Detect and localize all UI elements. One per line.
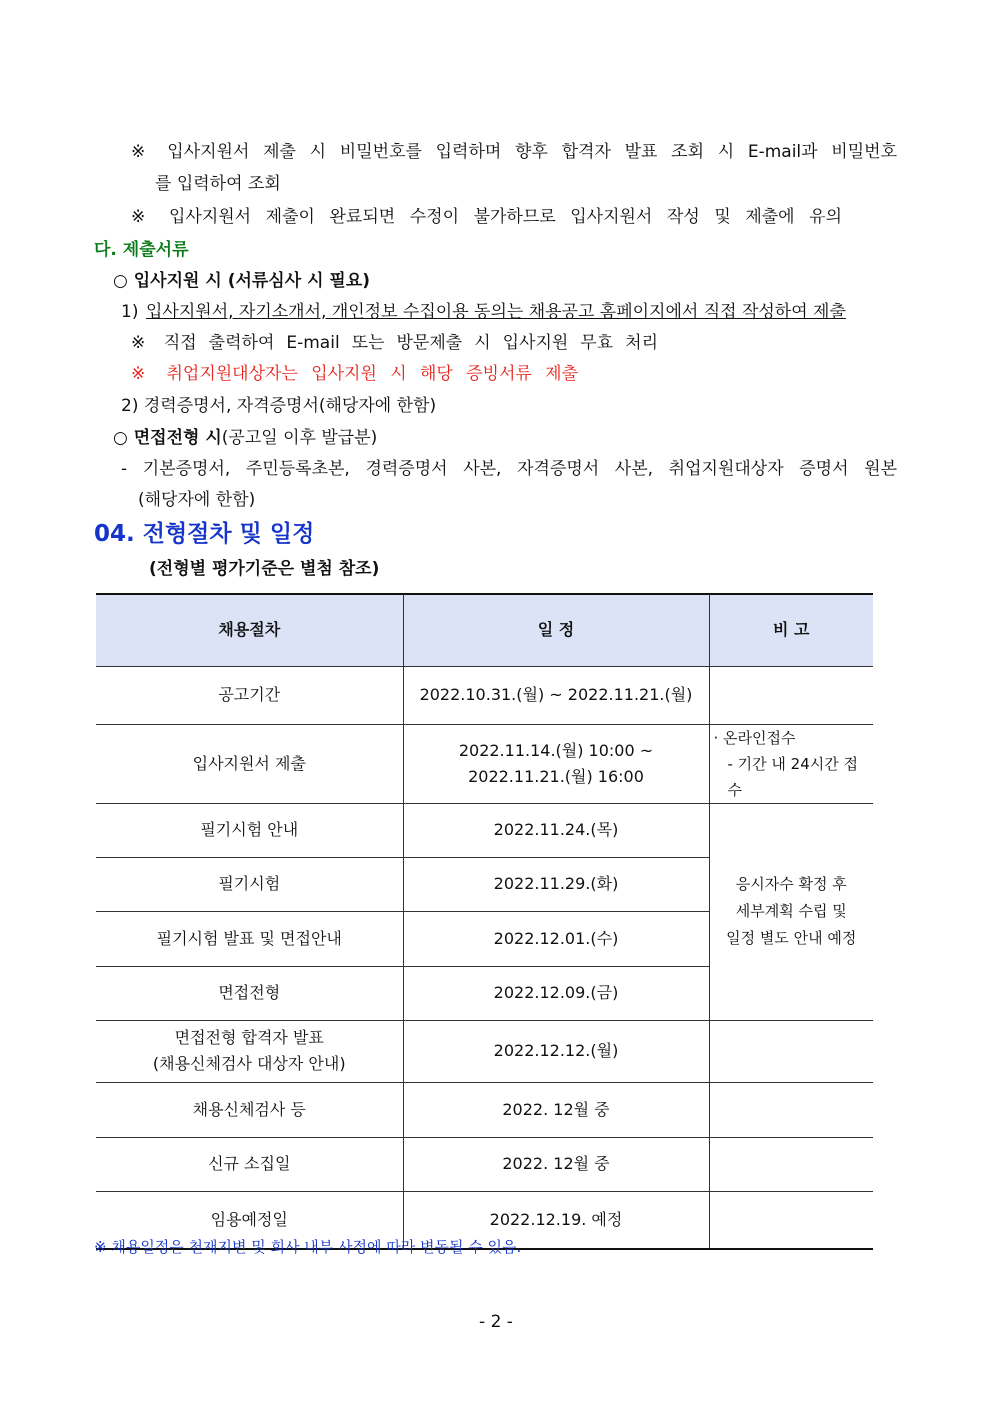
note-cell — [709, 1020, 873, 1082]
page-number: - 2 - — [479, 1312, 513, 1332]
note-cell-online — [709, 724, 873, 803]
step-cell: 필기시험 발표 및 면접안내 — [96, 911, 403, 966]
table-row — [96, 666, 873, 724]
schedule-table — [96, 593, 873, 1250]
note-cell-group — [709, 803, 873, 1020]
header-date: 일 정 — [403, 594, 709, 666]
note-password: ※ 입사지원서 제출 시 비밀번호를 입력하며 향후 합격자 발표 조회 시 E-mail과 비밀번호 — [131, 142, 897, 162]
step-cell: 신규 소집일 — [96, 1137, 403, 1191]
step-cell: 임용예정일 — [96, 1191, 403, 1249]
date-line: 2022.11.21.(월) 16:00 — [468, 766, 644, 786]
note-line: 일정 별도 안내 예정 — [726, 929, 857, 947]
step-cell: 필기시험 안내 — [96, 803, 403, 857]
note-line: 응시자수 확정 후 — [735, 875, 847, 893]
step-line: (채용신체검사 대상자 안내) — [152, 1054, 346, 1073]
table-row — [96, 724, 873, 803]
note-cell — [709, 1191, 873, 1249]
step-cell: 입사지원서 제출 — [96, 724, 403, 803]
table-row — [96, 1082, 873, 1137]
date-cell: 2022.10.31.(월) ~ 2022.11.21.(월) — [403, 666, 709, 724]
item1-red-note: ※ 취업지원대상자는 입사지원 시 해당 증빙서류 제출 — [131, 364, 578, 384]
note-password-cont: 를 입력하여 조회 — [155, 174, 281, 194]
date-cell: 2022. 12월 중 — [403, 1137, 709, 1191]
interview-heading — [113, 426, 377, 450]
interview-item-cont: (해당자에 한함) — [138, 490, 256, 510]
note-cell — [709, 1082, 873, 1137]
step-cell: 공고기간 — [96, 666, 403, 724]
note-cell — [709, 1137, 873, 1191]
section-04-subtitle: (전형별 평가기준은 별첨 참조) — [149, 559, 380, 579]
item1-text: 입사지원서, 자기소개서, 개인정보 수집이용 동의는 채용공고 홈페이지에서 직접 작성하여 제출 — [146, 302, 846, 322]
apply-heading: ○ 입사지원 시 (서류심사 시 필요) — [113, 271, 371, 291]
item1-number: 1) — [121, 302, 139, 322]
date-cell: 2022.12.09.(금) — [403, 966, 709, 1020]
header-step: 채용절차 — [96, 594, 403, 666]
note-line: - 기간 내 24시간 접수 — [727, 754, 859, 799]
item1-note: ※ 직접 출력하여 E-mail 또는 방문제출 시 입사지원 무효 처리 — [131, 333, 658, 353]
table-row — [96, 803, 873, 857]
note-no-edit: ※ 입사지원서 제출이 완료되면 수정이 불가하므로 입사지원서 작성 및 제출에 유의 — [131, 207, 842, 227]
date-line: 2022.11.14.(월) 10:00 ~ — [458, 740, 654, 760]
section-04-title: 04. 전형절차 및 일정 — [94, 521, 315, 547]
interview-heading-rest: (공고일 이후 발급분) — [221, 428, 378, 448]
header-note: 비 고 — [709, 594, 873, 666]
date-cell: 2022.12.19. 예정 — [403, 1191, 709, 1249]
step-cell: 채용신체검사 등 — [96, 1082, 403, 1137]
note-line: 세부계획 수립 및 — [735, 902, 847, 920]
date-cell: 2022.11.29.(화) — [403, 857, 709, 911]
date-cell: 2022.12.12.(월) — [403, 1020, 709, 1082]
note-cell — [709, 666, 873, 724]
step-cell — [96, 1020, 403, 1082]
table-row — [96, 1137, 873, 1191]
item2: 2) 경력증명서, 자격증명서(해당자에 한함) — [121, 396, 437, 416]
date-cell — [403, 724, 709, 803]
schedule-footnote: ※ 채용일정은 천재지변 및 회사 내부 사정에 따라 변동될 수 있음. — [94, 1238, 522, 1256]
step-cell: 필기시험 — [96, 857, 403, 911]
section-documents-heading: 다. 제출서류 — [94, 240, 189, 260]
interview-item: - 기본증명서, 주민등록초본, 경력증명서 사본, 자격증명서 사본, 취업지원대상자 증명서 원본 — [121, 459, 897, 479]
step-cell: 면접전형 — [96, 966, 403, 1020]
table-row — [96, 1020, 873, 1082]
date-cell: 2022. 12월 중 — [403, 1082, 709, 1137]
date-cell: 2022.11.24.(목) — [403, 803, 709, 857]
interview-heading-bold: ○ 면접전형 시 — [113, 428, 222, 448]
date-cell: 2022.12.01.(수) — [403, 911, 709, 966]
note-line: · 온라인접수 — [713, 728, 796, 747]
step-line: 면접전형 합격자 발표 — [174, 1028, 324, 1047]
